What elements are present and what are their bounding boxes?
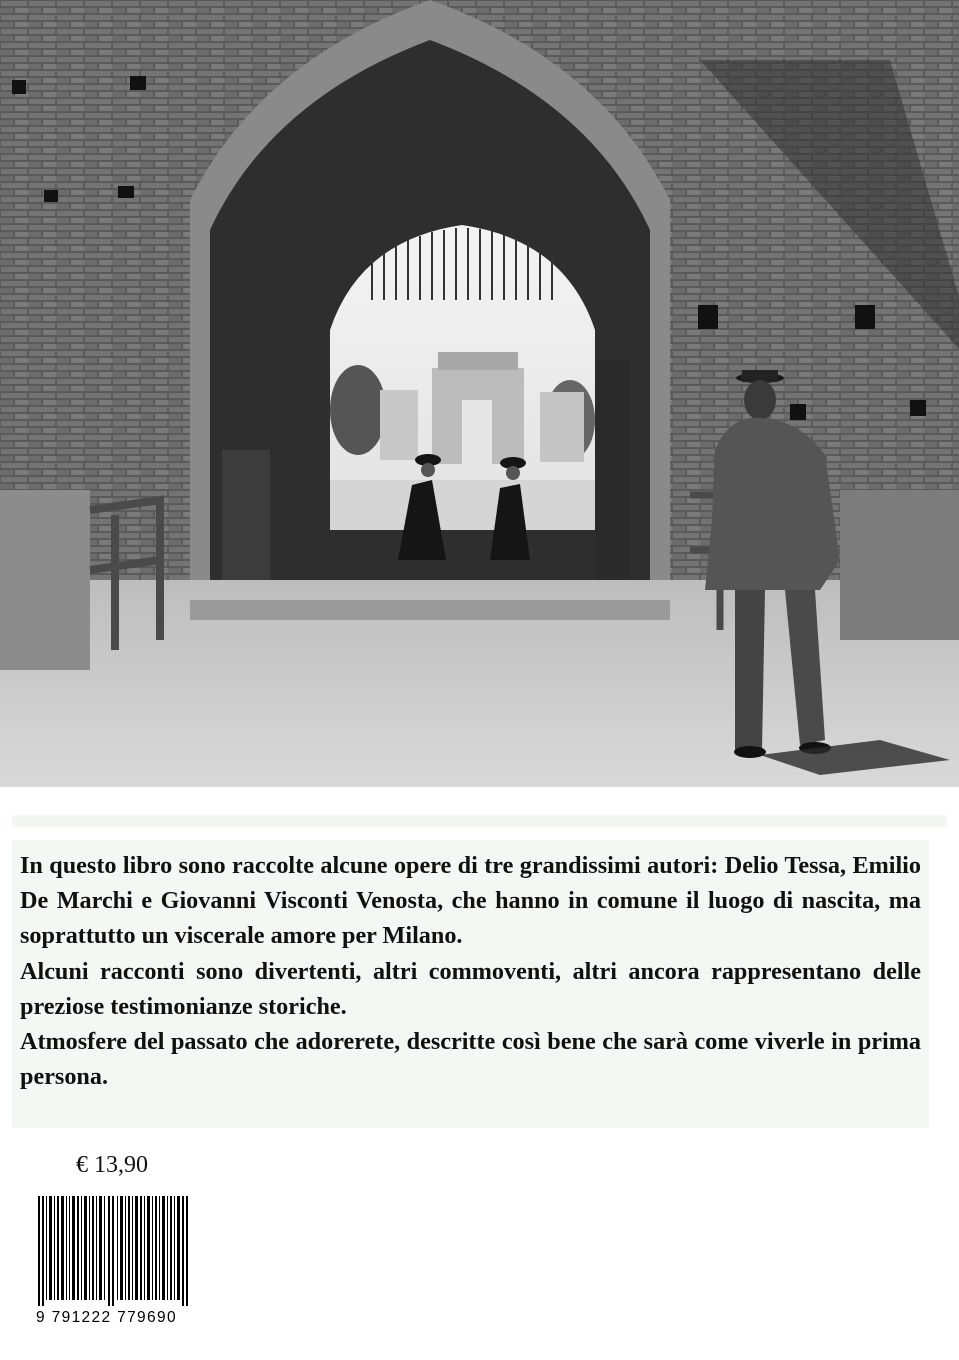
blurb-paragraph: Atmosfere del passato che adorerete, descritte così bene che sarà come viverle in prima persona. [20,1028,921,1091]
back-cover-blurb [12,840,929,1128]
price-label: € 13,90 [76,1152,148,1178]
isbn-barcode [34,1196,194,1328]
barcode-bars [34,1196,194,1310]
isbn-number: 9 791222 779690 [34,1306,196,1330]
blurb-paragraph: Alcuni racconti sono divertenti, altri commoventi, altri ancora rappresentano delle preziose testimonianze storiche. [20,957,921,1020]
separator-band [12,815,947,827]
blurb-paragraph: In questo libro sono raccolte alcune opere di tre grandissimi autori: Delio Tessa, Emilio De Marchi e Giovanni Visconti Venosta, che hanno in comune il luogo di nascita, ma soprattutto un viscerale amore per Milano. [20,852,921,950]
